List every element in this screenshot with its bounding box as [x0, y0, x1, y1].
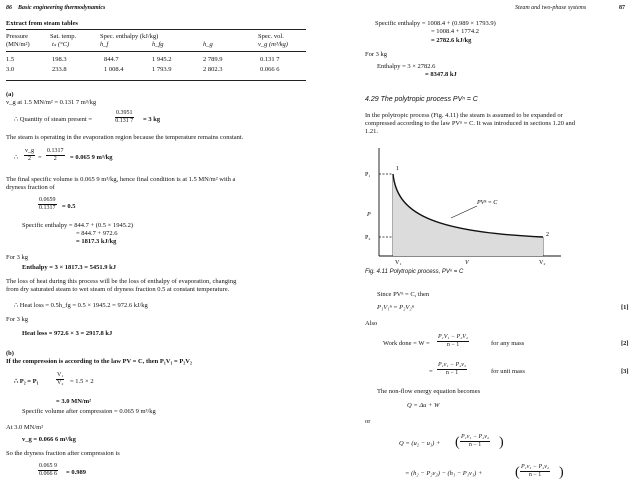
label-p2: P₂	[365, 235, 371, 241]
enthalpy-step-1: Specific enthalpy = 844.7 + (0.5 × 1945.2)	[22, 222, 134, 229]
unit-note: for unit mass	[491, 368, 525, 375]
dryness-denominator: 0.1317	[39, 205, 56, 211]
p2-result: = 3.0 MN/m²	[56, 398, 92, 405]
part-b-text: If the compression is according to the law PV = C, then P₁V₁ = P₂V₂	[6, 358, 192, 365]
enthalpy-total: Enthalpy = 3 × 1817.3 = 5451.9 kJ	[22, 264, 117, 271]
enthalpy-step-2: = 844.7 + 972.6	[76, 230, 118, 237]
figure-caption: Fig. 4.11 Polytropic process, PVⁿ = C	[365, 269, 464, 275]
quantity-result: = 3 kg	[143, 116, 161, 123]
right-page	[319, 0, 638, 491]
table-cell: 198.3	[52, 56, 67, 63]
p2-fraction	[56, 372, 64, 387]
quantity-denominator: 0.131 7	[115, 118, 134, 124]
heat-loss-text-1: The loss of heat during this process will be the loss of enthalpy of evaporation, changing	[6, 278, 237, 285]
p2-rhs: = 1.5 × 2	[70, 378, 94, 385]
work-area-shading	[393, 174, 543, 256]
work-numerator: P₁V₁ − P₂V₂	[438, 334, 469, 340]
for-3kg-b: For 3 kg	[6, 316, 29, 323]
dryness-result: = 0.5	[62, 203, 76, 210]
spec-enthalpy-2: = 1008.4 + 1774.2	[431, 28, 479, 35]
or-line: or	[365, 418, 371, 425]
vg2-num-a: v_g	[25, 148, 34, 154]
running-header-right: Steam and two-phase systems	[515, 5, 587, 11]
q2-paren-left: (	[455, 435, 460, 450]
q3-lhs: = (h₂ − P₂v₂) − (h₁ − P₁v₁) +	[405, 470, 483, 477]
col-header-sattemp-unit: tₛ (°C)	[52, 41, 70, 48]
vg2-therefore: ∴	[14, 154, 19, 161]
heat-loss-total: Heat loss = 972.6 × 3 = 2917.8 kJ	[22, 330, 113, 337]
table-cell: 3.0	[6, 66, 15, 73]
table-cell: 0.066 6	[260, 66, 280, 73]
spec-enthalpy-1: Specific enthalpy = 1008.4 + (0.989 × 1793.9)	[375, 20, 496, 27]
part-b-label: (b)	[6, 350, 14, 357]
work-tag: [2]	[621, 340, 629, 347]
q3-numerator: P₁v₁ − P₂v₂	[521, 464, 550, 470]
vg2-num-b: 0.1317	[47, 148, 64, 154]
table-cell: 233.8	[52, 66, 67, 73]
table-cell: 0.131 7	[260, 56, 280, 63]
heat-loss-eq: ∴ Heat loss = 0.5h_fg = 0.5 × 1945.2 = 972.6 kJ/kg	[14, 302, 148, 309]
table-header-rule	[6, 51, 306, 52]
equation-1: P₁V₁ⁿ = P₂V₂ⁿ	[377, 304, 414, 311]
final-volume-line-1: The final specific volume is 0.065 9 m³/kg, hence final condition is at 1.5 MN/m² with a	[6, 176, 236, 183]
q2-numerator: P₁v₁ − P₂v₂	[461, 434, 490, 440]
vg2-fraction-a	[24, 148, 35, 163]
vg-at-3mn: v_g = 0.066 6 m³/kg	[22, 436, 76, 443]
work-lhs: Work done = W =	[383, 340, 430, 347]
unit-fraction	[437, 362, 467, 377]
label-curve: PVⁿ = C	[477, 200, 498, 206]
q3-paren-left: (	[515, 465, 520, 480]
non-flow-text: The non-flow energy equation becomes	[377, 388, 481, 395]
table-cell: 1 945.2	[152, 56, 172, 63]
equation-1-tag: [1]	[621, 304, 629, 311]
table-cell: 844.7	[104, 56, 119, 63]
q3-paren-right: )	[559, 465, 564, 480]
dryness-after-text: So the dryness fraction after compression is	[6, 450, 120, 457]
x-denominator: 0.066 6	[39, 471, 57, 477]
dryness-numerator: 0.0659	[39, 197, 56, 203]
section-para-3: 1.21.	[365, 128, 378, 135]
unit-equals: =	[429, 368, 433, 375]
polytropic-diagram	[365, 144, 565, 266]
page-number-right: 87	[619, 5, 625, 11]
table-bottom-rule	[6, 80, 306, 81]
label-point-1: 1	[396, 166, 399, 172]
unit-numerator: P₁v₁ − P₂v₂	[438, 362, 467, 368]
quantity-lhs: ∴ Quantity of steam present =	[14, 116, 93, 123]
vg2-fraction-b	[46, 148, 65, 163]
q2-paren-right: )	[499, 435, 504, 450]
label-p: P	[367, 212, 371, 218]
label-p1: P₁	[365, 172, 371, 178]
quantity-fraction	[115, 110, 134, 125]
final-volume-line-2: dryness fraction of	[6, 184, 55, 191]
col-header-hg: h_g	[203, 41, 213, 48]
heat-loss-text-2: from dry saturated steam to wet steam of dryness fraction 0.5 at constant temperature.	[6, 286, 230, 293]
table-caption: Extract from steam tables	[6, 20, 78, 27]
x-fraction	[38, 463, 58, 478]
page-number-left: 86	[6, 5, 12, 11]
vg2-result: = 0.065 9 m³/kg	[70, 154, 113, 161]
evaporation-text: The steam is operating in the evaporation region because the temperature remains constant.	[6, 134, 244, 141]
x-numerator: 0.065 9	[39, 463, 57, 469]
curve-leader	[451, 206, 477, 218]
work-denominator: n − 1	[446, 342, 460, 348]
work-note: for any mass	[491, 340, 525, 347]
q3-fraction	[520, 464, 550, 479]
since-line: Since PVⁿ = C, then	[377, 291, 430, 298]
table-top-rule	[6, 29, 306, 30]
section-para-2: compressed according to the law PVⁿ = C. It was introduced in sections 1.20 and	[365, 120, 576, 127]
dryness-fraction	[38, 197, 57, 212]
col-header-pressure: Pressure	[6, 33, 29, 40]
col-header-hfg: h_fg	[152, 41, 164, 48]
spec-vol-compression: Specific volume after compression = 0.065 9 m³/kg	[22, 408, 156, 415]
q3-denominator: n − 1	[528, 472, 542, 478]
label-point-2: 2	[546, 232, 549, 238]
col-header-vol: Spec. vol.	[258, 33, 284, 40]
vg2-den-b: 2	[53, 156, 57, 162]
table-cell: 2 802.3	[203, 66, 223, 73]
q2-fraction	[460, 434, 490, 449]
section-title: 4.29 The polytropic process PVⁿ = C	[365, 96, 478, 103]
col-header-hf: h_f	[100, 41, 109, 48]
part-a-label: (a)	[6, 91, 14, 98]
p2-denominator: V₂	[57, 380, 64, 386]
q2-lhs: Q = (u₂ − u₁) +	[399, 440, 441, 447]
spec-enthalpy-3: = 2782.6 kJ/kg	[431, 37, 472, 44]
table-cell: 1 008.4	[104, 66, 124, 73]
work-fraction	[437, 334, 469, 349]
enthalpy-step-3: = 1817.3 kJ/kg	[76, 238, 117, 245]
p2-lhs: ∴ P₂ = P₁	[14, 378, 39, 385]
right-for-3kg: For 3 kg	[365, 51, 388, 58]
x-result: = 0.989	[66, 469, 86, 476]
unit-denominator: n − 1	[445, 370, 459, 376]
col-header-enthalpy: Spec. enthalpy (kJ/kg)	[100, 33, 159, 40]
right-enthalpy-result: = 8347.8 kJ	[425, 71, 457, 78]
vg2-den-a: 2	[28, 156, 31, 162]
also-line: Also	[365, 320, 378, 327]
table-cell: 1 793.9	[152, 66, 172, 73]
quantity-numerator: 0.3951	[116, 110, 133, 116]
vg-line: v_g at 1.5 MN/m² = 0.131 7 m³/kg	[6, 99, 97, 106]
unit-tag: [3]	[621, 368, 629, 375]
q-equation: Q = Δu + W	[407, 402, 440, 409]
table-cell: 1.5	[6, 56, 15, 63]
at-3mn: At 3.0 MN/m²	[6, 424, 44, 431]
vg2-equals: =	[38, 154, 42, 161]
col-header-sattemp: Sat. temp.	[50, 33, 77, 40]
q2-denominator: n − 1	[468, 442, 482, 448]
col-header-vol-unit: v_g (m³/kg)	[258, 41, 288, 48]
label-v: V	[465, 260, 469, 266]
label-v2: V₂	[539, 260, 546, 266]
section-para-1: In the polytropic process (Fig. 4.11) the steam is assumed to be expanded or	[365, 112, 563, 119]
running-header-left: Basic engineering thermodynamics	[18, 5, 106, 11]
for-3kg-a: For 3 kg	[6, 254, 29, 261]
p2-numerator: V₁	[57, 372, 64, 378]
label-v1: V₁	[395, 260, 402, 266]
right-enthalpy-total: Enthalpy = 3 × 2782.6	[377, 63, 436, 70]
col-header-pressure-unit: (MN/m²)	[6, 41, 30, 48]
table-cell: 2 789.9	[203, 56, 223, 63]
